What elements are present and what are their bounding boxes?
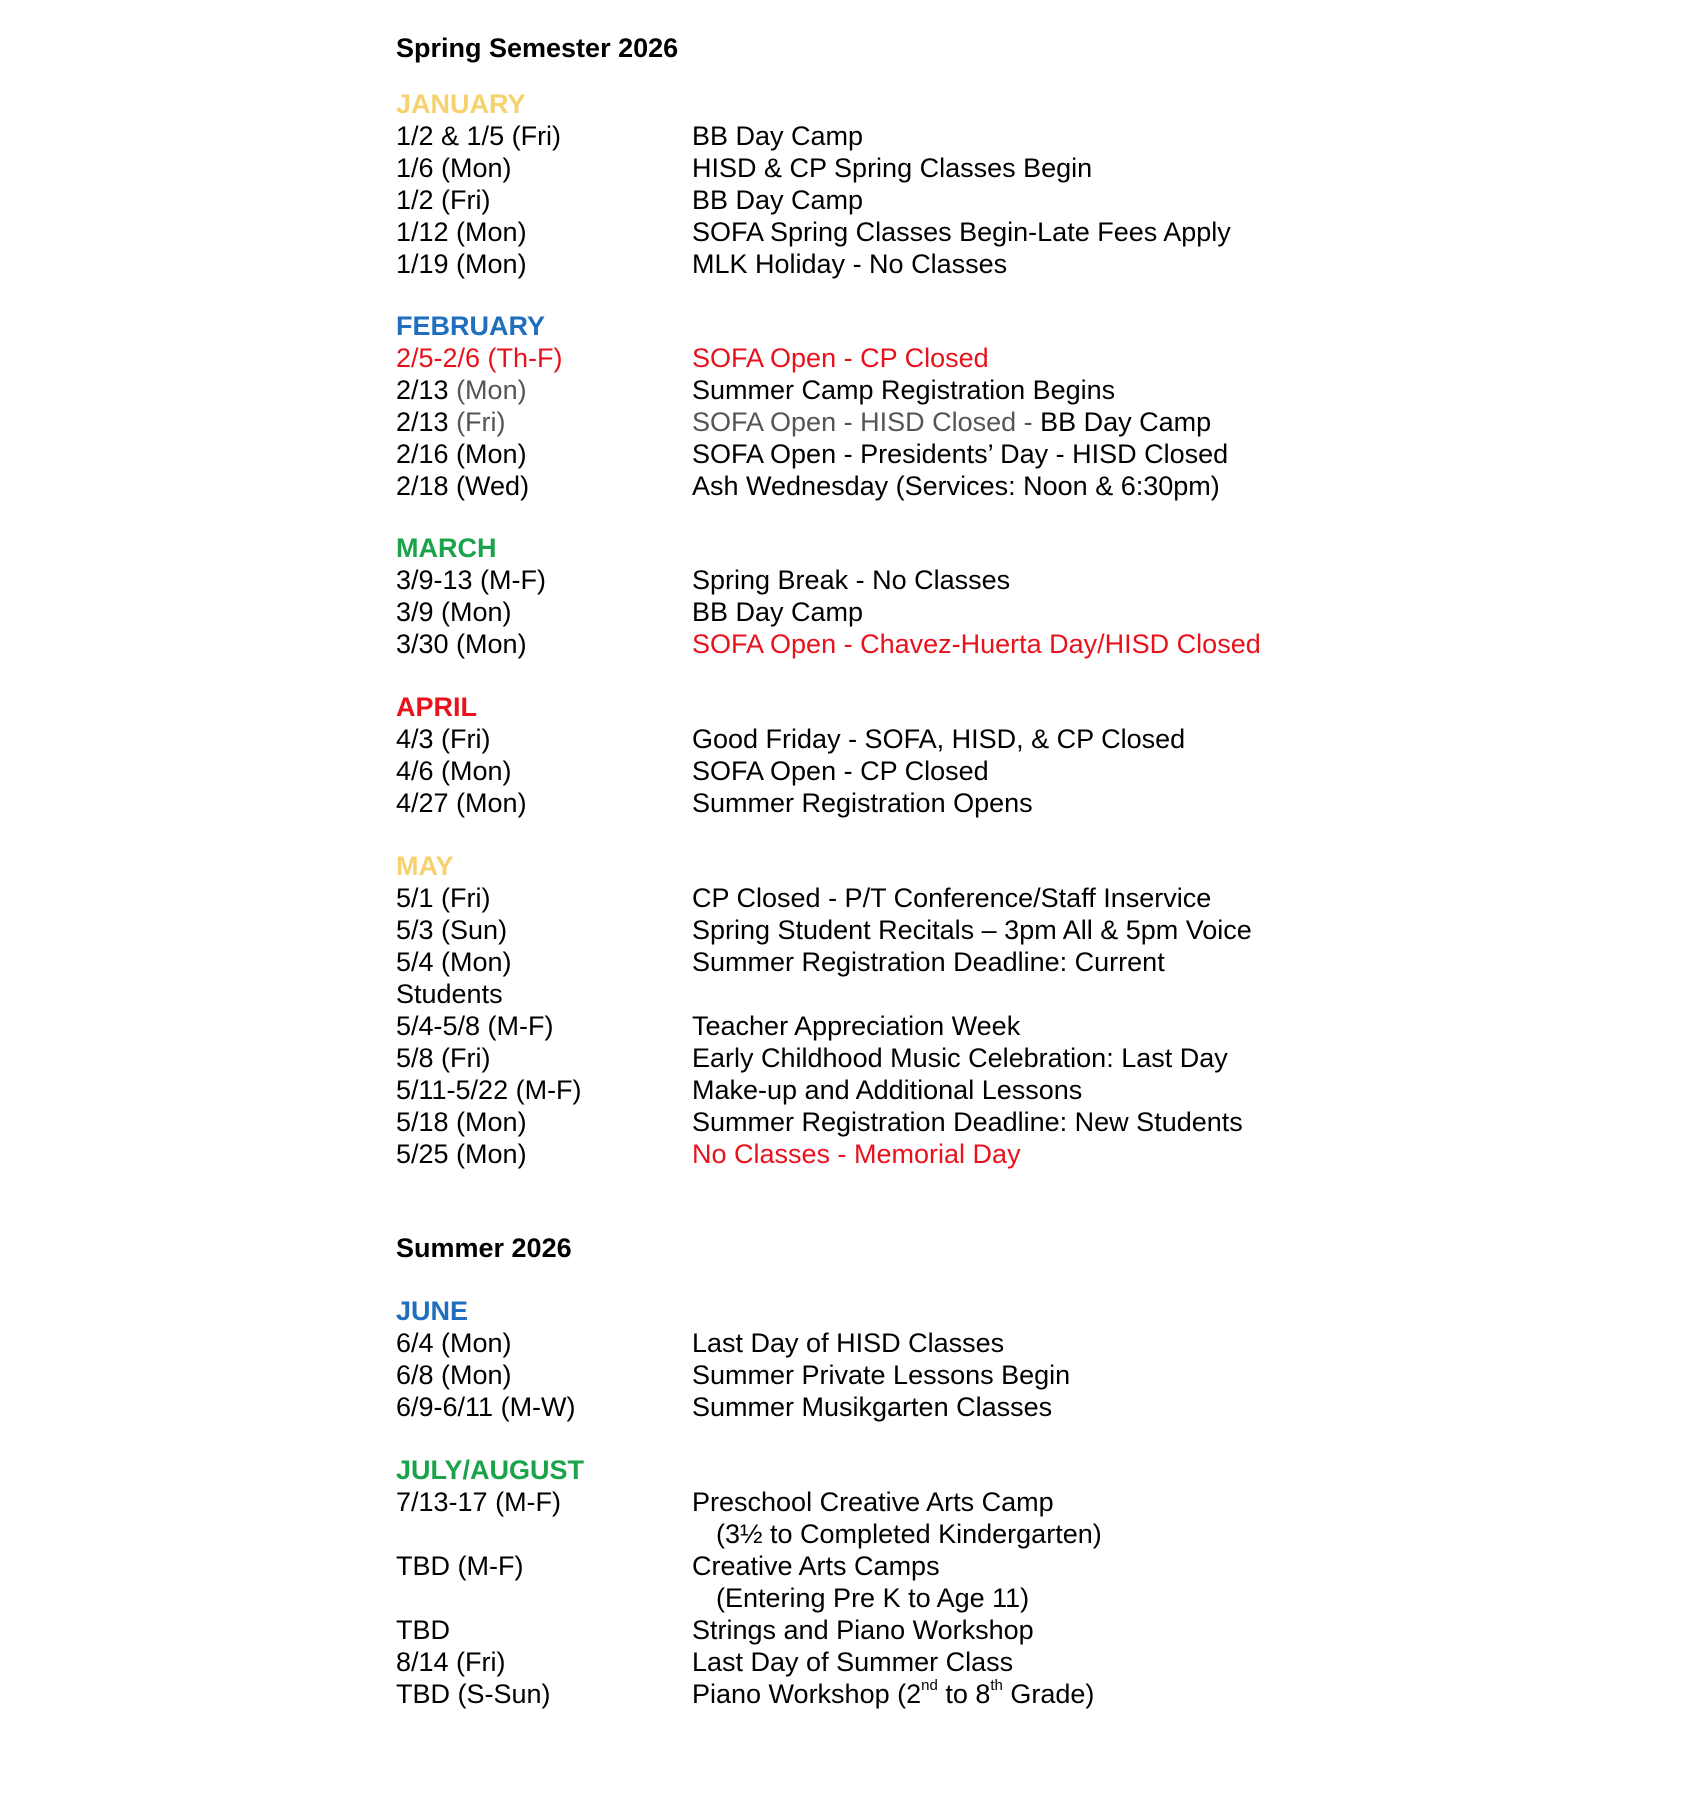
- event-row: [0, 1138, 1700, 1170]
- ordinal-suffix: th: [990, 1677, 1003, 1694]
- event-date: 3/30 (Mon): [396, 629, 527, 659]
- event-date: 4/27 (Mon): [396, 788, 527, 818]
- event-title: Summer Camp Registration Begins: [692, 375, 1116, 405]
- event-date: 1/6 (Mon): [396, 153, 512, 183]
- event-row: [0, 248, 1700, 280]
- event-row: [0, 216, 1700, 248]
- event-date: 5/8 (Fri): [396, 1043, 491, 1073]
- event-row: [0, 1074, 1700, 1106]
- summer-heading: Summer 2026: [396, 1233, 572, 1263]
- event-title: Make-up and Additional Lessons: [692, 1075, 1083, 1105]
- event-date: TBD (M-F): [396, 1551, 524, 1581]
- month-april: APRIL: [396, 692, 477, 722]
- event-date: 6/4 (Mon): [396, 1328, 512, 1358]
- month-february: FEBRUARY: [396, 311, 546, 341]
- event-title: Early Childhood Music Celebration: Last Day: [692, 1043, 1228, 1073]
- event-row: [0, 596, 1700, 628]
- month-june: JUNE: [396, 1296, 469, 1326]
- event-date: 5/1 (Fri): [396, 883, 491, 913]
- event-date: 1/2 & 1/5 (Fri): [396, 121, 562, 151]
- event-title-part: Piano Workshop (2: [692, 1679, 922, 1709]
- event-date-part: 2/13: [396, 407, 449, 437]
- event-row: [0, 723, 1700, 755]
- event-date: 8/14 (Fri): [396, 1647, 506, 1677]
- event-row: [0, 342, 1700, 374]
- event-subtitle: (3½ to Completed Kindergarten): [716, 1519, 1102, 1549]
- event-row: [0, 1106, 1700, 1138]
- event-row: [0, 628, 1700, 660]
- event-row: [0, 787, 1700, 819]
- event-title: SOFA Spring Classes Begin-Late Fees Apply: [692, 217, 1231, 247]
- event-title: Good Friday - SOFA, HISD, & CP Closed: [692, 724, 1186, 754]
- event-row: [0, 946, 1700, 978]
- event-row: [0, 1614, 1700, 1646]
- event-row: [0, 1678, 1700, 1710]
- event-row: [0, 470, 1700, 502]
- event-date: 5/3 (Sun): [396, 915, 508, 945]
- event-title-part: Grade): [1002, 1679, 1095, 1709]
- month-january: JANUARY: [396, 89, 526, 119]
- event-row: [0, 1550, 1700, 1582]
- event-date: 4/6 (Mon): [396, 756, 512, 786]
- event-title: SOFA Open - CP Closed: [692, 343, 989, 373]
- event-date-part: 2/13: [396, 375, 449, 405]
- event-title: Teacher Appreciation Week: [692, 1011, 1021, 1041]
- event-date: 2/16 (Mon): [396, 439, 527, 469]
- event-date: 2/5-2/6 (Th-F): [396, 343, 563, 373]
- event-date: 5/4-5/8 (M-F): [396, 1011, 554, 1041]
- event-title-part: SOFA Open - HISD Closed -: [692, 407, 1033, 437]
- event-date: 5/11-5/22 (M-F): [396, 1075, 582, 1105]
- event-title: Summer Musikgarten Classes: [692, 1392, 1053, 1422]
- event-date: 1/2 (Fri): [396, 185, 491, 215]
- event-row: [0, 184, 1700, 216]
- event-date: 7/13-17 (M-F): [396, 1487, 562, 1517]
- event-title: SOFA Open - Chavez-Huerta Day/HISD Closed: [692, 629, 1261, 659]
- event-date: 1/19 (Mon): [396, 249, 527, 279]
- event-title: Preschool Creative Arts Camp: [692, 1487, 1054, 1517]
- event-date: 3/9-13 (M-F): [396, 565, 547, 595]
- event-row: [0, 1359, 1700, 1391]
- event-title: Last Day of Summer Class: [692, 1647, 1014, 1677]
- event-title-part: BB Day Camp: [1032, 407, 1212, 437]
- spring-heading: Spring Semester 2026: [396, 33, 679, 63]
- month-march: MARCH: [396, 533, 497, 563]
- event-row: [0, 914, 1700, 946]
- event-row: [0, 406, 1700, 438]
- event-row: [0, 438, 1700, 470]
- event-title: Spring Student Recitals – 3pm All & 5pm Voice: [692, 915, 1252, 945]
- event-row: [0, 120, 1700, 152]
- event-date: [396, 374, 527, 406]
- event-title: Last Day of HISD Classes: [692, 1328, 1005, 1358]
- event-title: BB Day Camp: [692, 121, 864, 151]
- event-title: Spring Break - No Classes: [692, 565, 1011, 595]
- event-title: CP Closed - P/T Conference/Staff Inservice: [692, 883, 1212, 913]
- event-title: [692, 406, 1211, 438]
- month-may: MAY: [396, 851, 454, 881]
- event-title: BB Day Camp: [692, 597, 864, 627]
- event-title: No Classes - Memorial Day: [692, 1139, 1021, 1169]
- event-date: 5/18 (Mon): [396, 1107, 527, 1137]
- month-july-august: JULY/AUGUST: [396, 1455, 585, 1485]
- event-row: [0, 882, 1700, 914]
- event-subtitle: (Entering Pre K to Age 11): [716, 1583, 1030, 1613]
- event-title-continuation: Students: [396, 979, 503, 1009]
- event-date: TBD (S-Sun): [396, 1679, 551, 1709]
- event-title: Strings and Piano Workshop: [692, 1615, 1034, 1645]
- event-date: 6/8 (Mon): [396, 1360, 512, 1390]
- event-title: Summer Registration Deadline: New Students: [692, 1107, 1243, 1137]
- event-date: 2/18 (Wed): [396, 471, 530, 501]
- event-title: Summer Registration Opens: [692, 788, 1033, 818]
- event-date: [396, 406, 506, 438]
- event-title: SOFA Open - Presidents’ Day - HISD Closed: [692, 439, 1229, 469]
- event-date: 4/3 (Fri): [396, 724, 491, 754]
- event-title: Summer Private Lessons Begin: [692, 1360, 1071, 1390]
- event-date: TBD: [396, 1615, 450, 1645]
- event-row: [0, 152, 1700, 184]
- event-date: 1/12 (Mon): [396, 217, 527, 247]
- event-row: [0, 755, 1700, 787]
- event-date-part: (Fri): [448, 407, 506, 437]
- event-row: [0, 1042, 1700, 1074]
- event-row: [0, 1486, 1700, 1518]
- event-row: [0, 564, 1700, 596]
- event-date-part: (Mon): [448, 375, 527, 405]
- event-title: BB Day Camp: [692, 185, 864, 215]
- event-row: [0, 1010, 1700, 1042]
- event-date: 5/4 (Mon): [396, 947, 512, 977]
- event-row: [0, 374, 1700, 406]
- event-row: [0, 1391, 1700, 1423]
- event-date: 6/9-6/11 (M-W): [396, 1392, 576, 1422]
- event-date: 3/9 (Mon): [396, 597, 512, 627]
- event-title: MLK Holiday - No Classes: [692, 249, 1008, 279]
- ordinal-suffix: nd: [921, 1677, 938, 1694]
- event-row: [0, 1327, 1700, 1359]
- event-title: HISD & CP Spring Classes Begin: [692, 153, 1093, 183]
- event-title: SOFA Open - CP Closed: [692, 756, 989, 786]
- event-title: [692, 1678, 1094, 1710]
- event-row: [0, 1646, 1700, 1678]
- event-title: Creative Arts Camps: [692, 1551, 940, 1581]
- event-date: 5/25 (Mon): [396, 1139, 527, 1169]
- event-title: Ash Wednesday (Services: Noon & 6:30pm): [692, 471, 1220, 501]
- event-title: Summer Registration Deadline: Current: [692, 947, 1165, 977]
- event-title-part: to 8: [937, 1679, 991, 1709]
